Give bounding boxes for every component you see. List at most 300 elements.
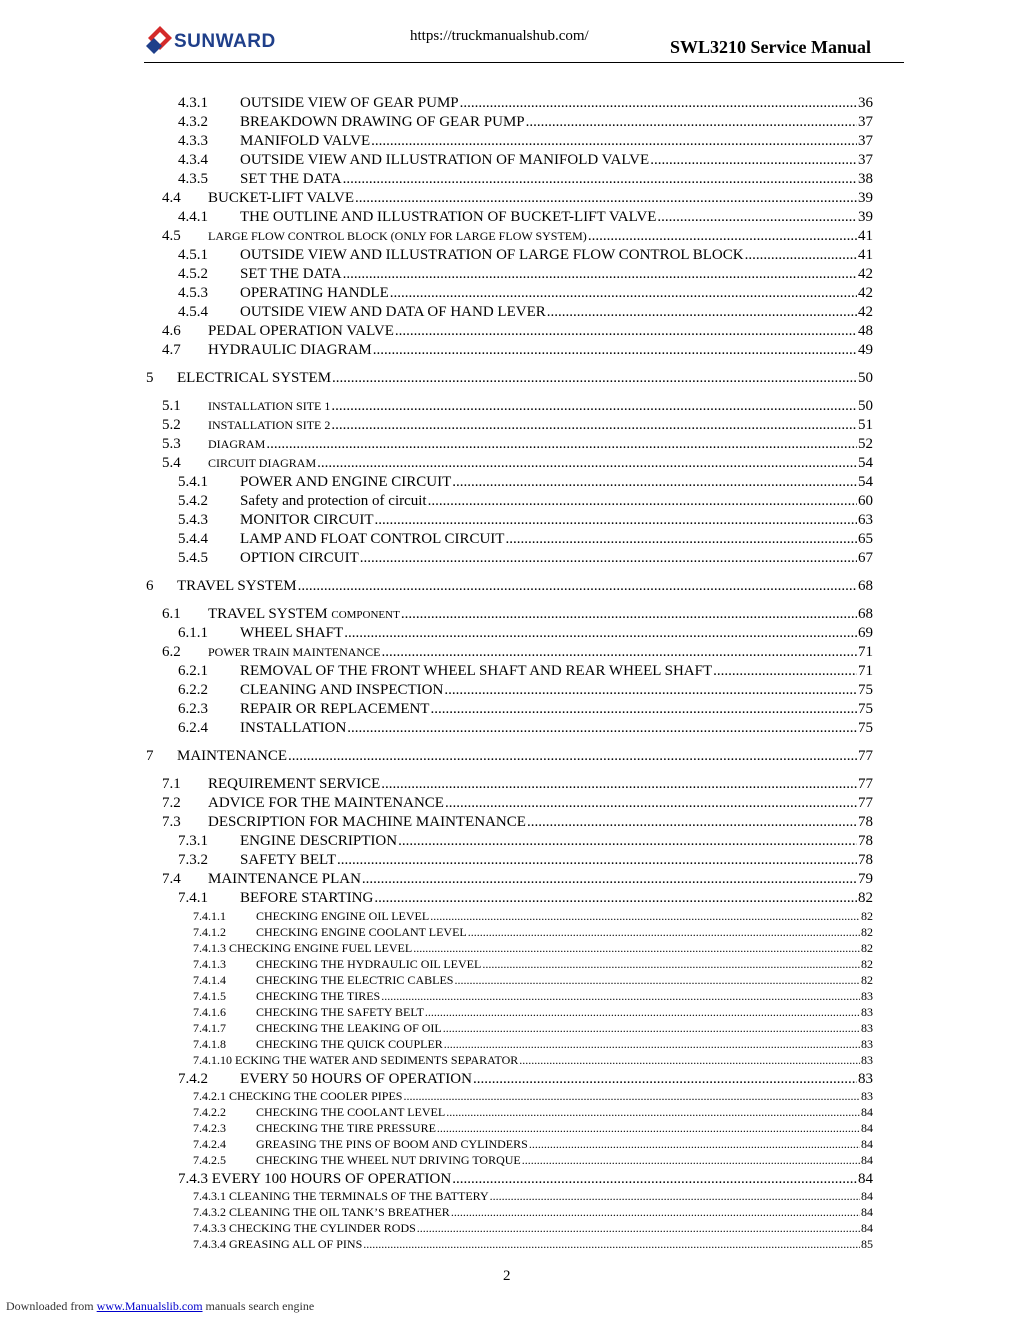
toc-title: CHECKING ENGINE OIL LEVEL <box>256 909 430 923</box>
toc-page: 78 <box>858 852 873 868</box>
toc-title: CHECKING THE QUICK COUPLER <box>256 1037 443 1051</box>
toc-number: 5.4.4 <box>178 531 208 547</box>
toc-title: 7.4.3.3 CHECKING THE CYLINDER RODS <box>193 1221 416 1235</box>
toc-page: 82 <box>861 941 873 955</box>
toc-number: 7.3 <box>162 814 181 830</box>
toc-entry[interactable] <box>0 578 1020 597</box>
toc-number: 5.4.2 <box>178 493 208 509</box>
toc-entry[interactable] <box>0 644 1020 663</box>
toc-title: SAFETY BELT <box>240 852 336 868</box>
toc-page: 75 <box>858 701 873 717</box>
toc-title: INSTALLATION <box>240 720 347 736</box>
toc-title: INSTALLATION SITE 2 <box>208 418 331 432</box>
toc-number: 4.5.2 <box>178 266 208 282</box>
toc-leader <box>355 190 857 207</box>
toc-number: 7.4 <box>162 871 181 887</box>
toc-number: 7.4.1.6 <box>193 1005 226 1019</box>
toc-number: 7.4.1.2 <box>193 925 226 939</box>
toc-entry[interactable] <box>0 417 1020 436</box>
toc-title: OUTSIDE VIEW OF GEAR PUMP <box>240 95 459 111</box>
toc-entry[interactable] <box>0 342 1020 361</box>
toc-leader <box>390 285 857 302</box>
toc-number: 7.4.2.2 <box>193 1105 226 1119</box>
toc-title: POWER AND ENGINE CIRCUIT <box>240 474 452 490</box>
toc-entry[interactable] <box>0 209 1020 228</box>
toc-number: 7 <box>146 748 154 764</box>
toc-number: 6.2.4 <box>178 720 208 736</box>
toc-number: 4.3.2 <box>178 114 208 130</box>
toc-title: ADVICE FOR THE MAINTENANCE <box>208 795 444 811</box>
toc-entry[interactable] <box>0 1005 1020 1021</box>
footer-prefix: Downloaded from <box>6 1299 94 1313</box>
toc-title: OUTSIDE VIEW AND ILLUSTRATION OF MANIFOLD VALVE <box>240 152 650 168</box>
toc-number: 5.4.1 <box>178 474 208 490</box>
toc-entry[interactable] <box>0 304 1020 323</box>
toc-number: 4.4.1 <box>178 209 208 225</box>
toc-number: 7.1 <box>162 776 181 792</box>
toc-page: 69 <box>858 625 873 641</box>
toc-entry[interactable] <box>0 398 1020 417</box>
toc-leader <box>337 852 857 869</box>
toc-leader <box>451 1205 860 1220</box>
toc-page: 63 <box>858 512 873 528</box>
toc-entry[interactable] <box>0 973 1020 989</box>
toc-page: 42 <box>858 266 873 282</box>
toc-page: 41 <box>858 247 873 263</box>
toc-page: 83 <box>858 1071 873 1087</box>
toc-leader <box>381 989 860 1004</box>
toc-entry[interactable] <box>0 436 1020 455</box>
toc-entry[interactable] <box>0 247 1020 266</box>
toc-leader <box>425 1005 860 1020</box>
toc-entry[interactable] <box>0 1021 1020 1037</box>
download-footer <box>6 1299 314 1314</box>
toc-title: REQUIREMENT SERVICE <box>208 776 381 792</box>
toc-leader <box>362 871 857 888</box>
toc-entry[interactable] <box>0 190 1020 209</box>
toc-leader <box>288 748 857 765</box>
toc-entry[interactable] <box>0 1089 1020 1105</box>
toc-leader <box>381 644 857 661</box>
toc-title: LAMP AND FLOAT CONTROL CIRCUIT <box>240 531 505 547</box>
toc-number: 6.2 <box>162 644 181 660</box>
toc-title: CIRCUIT DIAGRAM <box>208 456 317 470</box>
toc-leader <box>650 152 857 169</box>
toc-entry[interactable] <box>0 550 1020 569</box>
toc-title: OPTION CIRCUIT <box>240 550 359 566</box>
toc-title: DESCRIPTION FOR MACHINE MAINTENANCE <box>208 814 526 830</box>
toc-leader <box>381 776 857 793</box>
toc-entry[interactable] <box>0 833 1020 852</box>
toc-title: BREAKDOWN DRAWING OF GEAR PUMP <box>240 114 525 130</box>
toc-page: 54 <box>858 455 873 471</box>
toc-entry[interactable] <box>0 957 1020 973</box>
toc-entry[interactable] <box>0 776 1020 795</box>
toc-entry[interactable] <box>0 909 1020 925</box>
toc-number: 6.1 <box>162 606 181 622</box>
toc-number: 4.5.1 <box>178 247 208 263</box>
toc-entry[interactable] <box>0 1121 1020 1137</box>
toc-page: 39 <box>858 209 873 225</box>
toc-title: CHECKING THE LEAKING OF OIL <box>256 1021 442 1035</box>
toc-page: 75 <box>858 720 873 736</box>
toc-number: 7.4.1.1 <box>193 909 226 923</box>
toc-page: 77 <box>858 795 873 811</box>
toc-page: 84 <box>861 1189 873 1203</box>
toc-title: HYDRAULIC DIAGRAM <box>208 342 372 358</box>
toc-page: 79 <box>858 871 873 887</box>
toc-entry[interactable] <box>0 1071 1020 1090</box>
toc-entry[interactable] <box>0 1137 1020 1153</box>
toc-entry[interactable] <box>0 152 1020 171</box>
toc-page: 84 <box>861 1121 873 1135</box>
toc-leader <box>588 228 857 245</box>
toc-title: OUTSIDE VIEW AND ILLUSTRATION OF LARGE FLOW CONTROL BLOCK <box>240 247 744 263</box>
toc-page: 39 <box>858 190 873 206</box>
toc-leader <box>343 171 857 188</box>
toc-number: 4.3.5 <box>178 171 208 187</box>
toc-entry[interactable] <box>0 285 1020 304</box>
toc-title: SET THE DATA <box>240 266 342 282</box>
toc-title: LARGE FLOW CONTROL BLOCK (ONLY FOR LARGE FLOW SYSTEM) <box>208 229 587 243</box>
toc-entry[interactable] <box>0 171 1020 190</box>
toc-page: 50 <box>858 370 873 386</box>
toc-number: 4.5 <box>162 228 181 244</box>
toc-entry[interactable] <box>0 795 1020 814</box>
toc-title: 7.4.3.2 CLEANING THE OIL TANK’S BREATHER <box>193 1205 450 1219</box>
header-url[interactable]: https://truckmanualshub.com/ <box>410 28 589 44</box>
brand-name: SUNWARD <box>174 31 276 52</box>
toc-number: 7.3.2 <box>178 852 208 868</box>
toc-number: 4.4 <box>162 190 181 206</box>
toc-leader <box>398 833 857 850</box>
toc-page: 51 <box>858 417 873 433</box>
toc-number: 7.3.1 <box>178 833 208 849</box>
toc-entry[interactable] <box>0 1171 1020 1190</box>
toc-leader <box>317 455 857 472</box>
toc-page: 84 <box>861 1205 873 1219</box>
toc-number: 7.4.1.4 <box>193 973 226 987</box>
toc-leader <box>331 417 857 434</box>
toc-number: 5.4 <box>162 455 181 471</box>
toc-entry[interactable] <box>0 512 1020 531</box>
toc-entry[interactable] <box>0 748 1020 767</box>
toc-page: 68 <box>858 578 873 594</box>
toc-page: 71 <box>858 644 873 660</box>
toc-number: 5.4.5 <box>178 550 208 566</box>
toc-page: 82 <box>861 973 873 987</box>
toc-title: TRAVEL SYSTEM <box>177 578 297 594</box>
toc-number: 6.2.2 <box>178 682 208 698</box>
toc-number: 7.4.1 <box>178 890 208 906</box>
toc-title: MAINTENANCE PLAN <box>208 871 361 887</box>
toc-leader <box>371 133 857 150</box>
toc-entry[interactable] <box>0 455 1020 474</box>
toc-page: 52 <box>858 436 873 452</box>
toc-page: 83 <box>861 1005 873 1019</box>
toc-leader <box>430 701 857 718</box>
toc-entry[interactable] <box>0 701 1020 720</box>
toc-leader <box>444 682 857 699</box>
toc-title: 7.4.3 EVERY 100 HOURS OF OPERATION <box>178 1171 452 1187</box>
toc-leader <box>473 1071 857 1088</box>
toc-entry[interactable] <box>0 663 1020 682</box>
toc-leader <box>526 114 857 131</box>
toc-leader <box>547 304 857 321</box>
toc-leader <box>401 606 857 623</box>
toc-number: 7.4.2.3 <box>193 1121 226 1135</box>
toc-title: GREASING THE PINS OF BOOM AND CYLINDERS <box>256 1137 528 1151</box>
toc-page: 54 <box>858 474 873 490</box>
toc-page: 42 <box>858 285 873 301</box>
toc-title: CHECKING THE TIRES <box>256 989 381 1003</box>
toc-entry[interactable] <box>0 925 1020 941</box>
toc-entry[interactable] <box>0 852 1020 871</box>
toc-page: 84 <box>861 1137 873 1151</box>
toc-title: MONITOR CIRCUIT <box>240 512 374 528</box>
toc-entry[interactable] <box>0 1105 1020 1121</box>
toc-page: 37 <box>858 133 873 149</box>
toc-leader <box>490 1189 860 1204</box>
toc-entry[interactable] <box>0 1237 1020 1253</box>
toc-title: EVERY 50 HOURS OF OPERATION <box>240 1071 472 1087</box>
toc-title: 7.4.2.1 CHECKING THE COOLER PIPES <box>193 1089 403 1103</box>
toc-leader <box>331 398 857 415</box>
toc-number: 6.1.1 <box>178 625 208 641</box>
toc-page: 82 <box>861 909 873 923</box>
toc-title: CHECKING THE COOLANT LEVEL <box>256 1105 446 1119</box>
toc-entry[interactable] <box>0 682 1020 701</box>
toc-number: 7.4.1.7 <box>193 1021 226 1035</box>
toc-leader <box>360 550 857 567</box>
toc-page: 78 <box>858 833 873 849</box>
toc-title: 7.4.1.10 ECKING THE WATER AND SEDIMENTS SEPARATOR <box>193 1053 519 1067</box>
toc-leader <box>444 1037 860 1052</box>
toc-leader <box>454 973 860 988</box>
toc-leader <box>344 625 857 642</box>
toc-entry[interactable] <box>0 95 1020 114</box>
toc-number: 5 <box>146 370 154 386</box>
toc-page: 84 <box>861 1105 873 1119</box>
toc-entry[interactable] <box>0 1037 1020 1053</box>
toc-title: ELECTRICAL SYSTEM <box>177 370 332 386</box>
toc-entry[interactable] <box>0 114 1020 133</box>
toc-leader <box>395 323 857 340</box>
toc-leader <box>460 95 857 112</box>
toc-title: 7.4.3.4 GREASING ALL OF PINS <box>193 1237 363 1251</box>
toc-number: 7.4.2 <box>178 1071 208 1087</box>
toc-title: PEDAL OPERATION VALVE <box>208 323 394 339</box>
toc-entry[interactable] <box>0 266 1020 285</box>
toc-title: THE OUTLINE AND ILLUSTRATION OF BUCKET-LIFT VALVE <box>240 209 657 225</box>
toc-page: 84 <box>861 1221 873 1235</box>
toc-entry[interactable] <box>0 228 1020 247</box>
toc-page: 77 <box>858 748 873 764</box>
toc-number: 5.2 <box>162 417 181 433</box>
toc-leader <box>347 720 857 737</box>
toc-entry[interactable] <box>0 531 1020 550</box>
toc-number: 6.2.3 <box>178 701 208 717</box>
toc-leader <box>363 1237 860 1252</box>
toc-title: CHECKING THE WHEEL NUT DRIVING TORQUE <box>256 1153 521 1167</box>
toc-number: 4.5.4 <box>178 304 208 320</box>
toc-page: 82 <box>861 925 873 939</box>
toc-entry[interactable] <box>0 814 1020 833</box>
toc-leader <box>413 941 860 956</box>
toc-leader <box>657 209 857 226</box>
toc-number: 4.3.1 <box>178 95 208 111</box>
toc-title: CHECKING ENGINE COOLANT LEVEL <box>256 925 467 939</box>
toc-entry[interactable] <box>0 1153 1020 1169</box>
toc-page: 50 <box>858 398 873 414</box>
toc-number: 6.2.1 <box>178 663 208 679</box>
toc-entry[interactable] <box>0 871 1020 890</box>
toc-entry[interactable] <box>0 323 1020 342</box>
toc-number: 5.3 <box>162 436 181 452</box>
toc-leader <box>430 909 860 924</box>
toc-page: 83 <box>861 1037 873 1051</box>
toc-leader <box>505 531 857 548</box>
toc-title: OPERATING HANDLE <box>240 285 389 301</box>
toc-leader <box>428 493 857 510</box>
toc-page: 60 <box>858 493 873 509</box>
toc-page: 84 <box>858 1171 873 1187</box>
toc-page: 77 <box>858 776 873 792</box>
toc-entry[interactable] <box>0 474 1020 493</box>
manual-title: SWL3210 Service Manual <box>670 37 871 57</box>
toc-entry[interactable] <box>0 941 1020 957</box>
toc-entry[interactable] <box>0 890 1020 909</box>
toc-title: 7.4.1.3 CHECKING ENGINE FUEL LEVEL <box>193 941 413 955</box>
toc-leader <box>374 512 857 529</box>
toc-title: CHECKING THE ELECTRIC CABLES <box>256 973 454 987</box>
toc-leader <box>443 1021 860 1036</box>
toc-page: 83 <box>861 989 873 1003</box>
toc-page: 48 <box>858 323 873 339</box>
toc-title: INSTALLATION SITE 1 <box>208 399 331 413</box>
toc-leader <box>519 1053 860 1068</box>
toc-number: 7.4.1.3 <box>193 957 226 971</box>
toc-entry[interactable] <box>0 493 1020 512</box>
toc-entry[interactable] <box>0 370 1020 389</box>
toc-page: 83 <box>861 1053 873 1067</box>
toc-leader <box>298 578 857 595</box>
toc-leader <box>373 342 857 359</box>
toc-title: WHEEL SHAFT <box>240 625 344 641</box>
toc-number: 7.2 <box>162 795 181 811</box>
toc-page: 78 <box>858 814 873 830</box>
toc-title: 7.4.3.1 CLEANING THE TERMINALS OF THE BATTERY <box>193 1189 489 1203</box>
toc-number: 4.7 <box>162 342 181 358</box>
toc-number: 7.4.1.8 <box>193 1037 226 1051</box>
toc-number: 4.3.4 <box>178 152 208 168</box>
toc-title: ENGINE DESCRIPTION <box>240 833 398 849</box>
toc-title: MAINTENANCE <box>177 748 287 764</box>
toc-title: CHECKING THE TIRE PRESSURE <box>256 1121 436 1135</box>
toc-leader <box>446 1105 860 1120</box>
toc-leader <box>527 814 857 831</box>
toc-title: SET THE DATA <box>240 171 342 187</box>
toc-title: POWER TRAIN MAINTENANCE <box>208 645 381 659</box>
toc-leader <box>437 1121 860 1136</box>
toc-entry[interactable] <box>0 1189 1020 1205</box>
toc-page: 82 <box>858 890 873 906</box>
toc-page: 49 <box>858 342 873 358</box>
toc-page: 65 <box>858 531 873 547</box>
toc-number: 4.5.3 <box>178 285 208 301</box>
toc-leader <box>713 663 857 680</box>
toc-page: 37 <box>858 114 873 130</box>
toc-leader <box>403 1089 860 1104</box>
toc-leader <box>332 370 857 387</box>
page-number: 2 <box>503 1268 511 1284</box>
toc-page: 85 <box>861 1237 873 1251</box>
toc-leader <box>374 890 857 907</box>
toc-entry[interactable] <box>0 1053 1020 1069</box>
toc-page: 68 <box>858 606 873 622</box>
toc-number: 6 <box>146 578 154 594</box>
toc-leader <box>452 474 857 491</box>
manualslib-link[interactable]: www.Manualslib.com <box>96 1299 203 1313</box>
toc-title: BEFORE STARTING <box>240 890 374 906</box>
footer-suffix: manuals search engine <box>205 1299 315 1313</box>
toc-page: 38 <box>858 171 873 187</box>
toc-title: CLEANING AND INSPECTION <box>240 682 444 698</box>
toc-page: 37 <box>858 152 873 168</box>
toc-page: 71 <box>858 663 873 679</box>
toc-leader <box>482 957 860 972</box>
toc-title: DIAGRAM <box>208 437 266 451</box>
toc-leader <box>745 247 857 264</box>
toc-title: TRAVEL SYSTEM COMPONENT <box>208 606 400 622</box>
toc-page: 36 <box>858 95 873 111</box>
toc-title: REMOVAL OF THE FRONT WHEEL SHAFT AND REAR WHEEL SHAFT <box>240 663 713 679</box>
toc-number: 5.1 <box>162 398 181 414</box>
toc-number: 5.4.3 <box>178 512 208 528</box>
toc-title: Safety and protection of circuit <box>240 493 427 509</box>
toc-entry[interactable] <box>0 133 1020 152</box>
toc-leader <box>468 925 860 940</box>
toc-number: 4.3.3 <box>178 133 208 149</box>
toc-leader <box>445 795 857 812</box>
toc-leader <box>452 1171 857 1188</box>
toc-page: 75 <box>858 682 873 698</box>
toc-page: 84 <box>861 1153 873 1167</box>
toc-title: OUTSIDE VIEW AND DATA OF HAND LEVER <box>240 304 546 320</box>
toc-title: CHECKING THE SAFETY BELT <box>256 1005 424 1019</box>
toc-title: MANIFOLD VALVE <box>240 133 371 149</box>
toc-entry[interactable] <box>0 1205 1020 1221</box>
toc-number: 4.6 <box>162 323 181 339</box>
toc-entry[interactable] <box>0 606 1020 625</box>
toc-entry[interactable] <box>0 720 1020 739</box>
toc-leader <box>522 1153 860 1168</box>
toc-title: REPAIR OR REPLACEMENT <box>240 701 430 717</box>
toc-number: 7.4.2.5 <box>193 1153 226 1167</box>
toc-page: 83 <box>861 1021 873 1035</box>
toc-number: 7.4.1.5 <box>193 989 226 1003</box>
toc-leader <box>529 1137 860 1152</box>
toc-page: 67 <box>858 550 873 566</box>
toc-number: 7.4.2.4 <box>193 1137 226 1151</box>
toc-entry[interactable] <box>0 989 1020 1005</box>
toc-title: BUCKET-LIFT VALVE <box>208 190 355 206</box>
toc-page: 42 <box>858 304 873 320</box>
toc-page: 82 <box>861 957 873 971</box>
toc-leader <box>266 436 857 453</box>
toc-entry[interactable] <box>0 625 1020 644</box>
toc-entry[interactable] <box>0 1221 1020 1237</box>
